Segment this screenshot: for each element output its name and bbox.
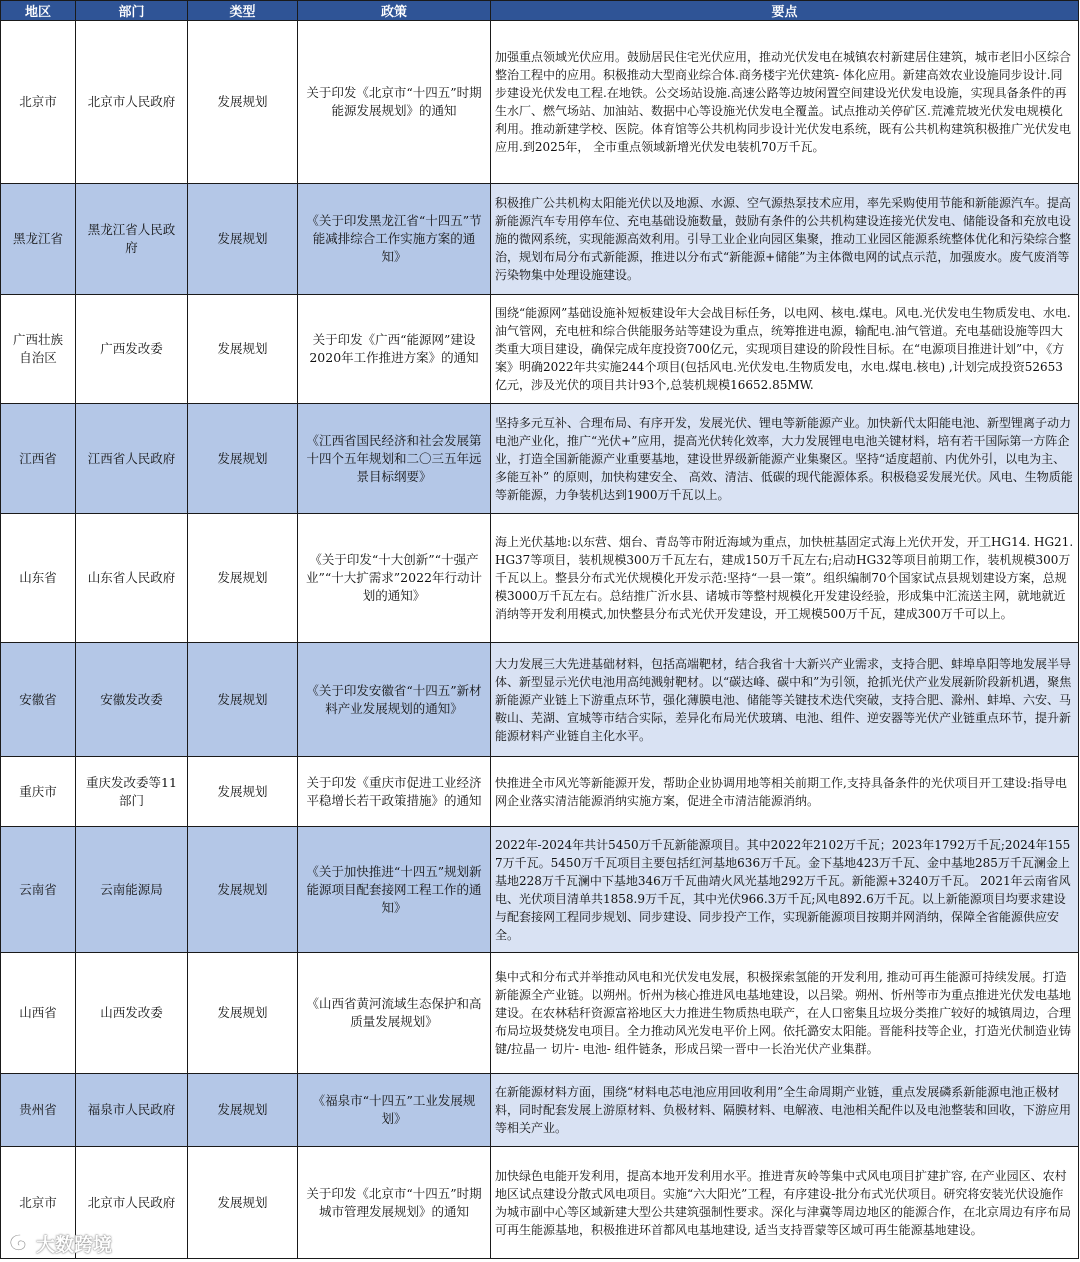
cell-dept: 山西发改委 (76, 953, 188, 1074)
cell-region: 安徽省 (1, 643, 76, 757)
table-row (1, 1074, 1079, 1147)
cell-policy: 关于印发《广西“能源网”建设2020年工作推进方案》的通知 (298, 295, 491, 404)
cell-dept: 山东省人民政府 (76, 514, 188, 643)
table-row (1, 404, 1079, 514)
table-row (1, 184, 1079, 295)
cell-type: 发展规划 (188, 827, 298, 953)
cell-region: 黑龙江省 (1, 184, 76, 295)
cell-points: 在新能源材料方面，围绕“材料电芯电池应用回收利用”全生命周期产业链，重点发展磷系新能源电池正极材料，同时配套发展上游原材料、负极材料、隔膜材料、电解液、电池相关配件以及电池整装和回收，下游应用等相关产业。 (491, 1074, 1079, 1147)
cell-type: 发展规划 (188, 184, 298, 295)
cell-type: 发展规划 (188, 643, 298, 757)
cell-dept: 广西发改委 (76, 295, 188, 404)
watermark (8, 1231, 112, 1255)
watermark-text: 大数跨境 (36, 1233, 113, 1256)
cell-dept: 北京市人民政府 (76, 21, 188, 184)
cell-region: 贵州省 (1, 1074, 76, 1147)
cell-points: 积极推广公共机构太阳能光伏以及地源、水源、空气源热泵技术应用，率先采购使用节能和新能源汽车。提高新能源汽车专用停车位、充电基础设施数量，鼓励有条件的公共机构建设连接光伏发电、储能设备和充放电设施的微网系统，实现能源高效利用。引导工业企业向园区集聚，推动工业园区能源系统整体优化和污染综合整治，规划布局分布式新能源，推进以分布式“新能源+储能”为主体微电网的试点示范，加强废水。废气废消等污染物集中处理设施建设。 (491, 184, 1079, 295)
cell-policy: 关于印发《重庆市促进工业经济平稳增长若干政策措施》的通知 (298, 757, 491, 827)
cell-dept: 重庆发改委等11部门 (76, 757, 188, 827)
cell-policy: 《关于印发安徽省“十四五”新材料产业发展规划的通知》 (298, 643, 491, 757)
header-policy: 政策 (298, 1, 491, 21)
cell-dept: 江西省人民政府 (76, 404, 188, 514)
cell-points: 加快绿色电能开发利用，提高本地开发利用水平。推进青灰岭等集中式风电项目扩建扩容, 在产业园区、农村地区试点建设分散式风电项目。实施“六大阳光”工程，有序建设-批分布式光伏项目。研究将安装光伏设施作为城市副中心等区域新建大型公共建筑强制性要求。深化与津冀等周边地区的能源合作，在北京周边有序布局可再生能源基地，积极推进环首都风电基地建设, 适当支持晋蒙等区域可再生能源基地建设。 (491, 1147, 1079, 1259)
table-row (1, 295, 1079, 404)
cell-dept: 北京市人民政府 (76, 1147, 188, 1259)
header-dept: 部门 (76, 1, 188, 21)
table-row (1, 953, 1079, 1074)
cell-type: 发展规划 (188, 953, 298, 1074)
cell-points: 集中式和分布式并举推动风电和光伏发电发展，积极探索氢能的开发利用, 推动可再生能源可持续发展。打造新能源全产业链。以朔州。忻州为核心推进风电基地建设，以吕梁。朔州、忻州等市为重点推进光伏发电基地建设。在农林秸秆资源富裕地区大力推进生物质热电联产，在人口密集且垃圾分类推广较好的城镇周边，合理布局垃圾焚烧发电项目。全力推动风光发电平价上网。依托潞安太阳能。晋能科技等企业，打造光伏制造业铸键/拉晶一 切片- 电池- 组件链条，形成吕梁一晋中一长治光伏产业集群。 (491, 953, 1079, 1074)
cell-policy: 《福泉市“十四五”工业发展规划》 (298, 1074, 491, 1147)
cell-points: 坚持多元互补、合理布局、有序开发，发展光伏、锂电等新能源产业。加快新代太阳能电池、新型锂离子动力电池产业化，推广“光伏+”应用，提高光伏转化效率，大力发展锂电电池关键材料，培有若干国际第一方阵企业，打造全国新能源产业重要基地，建设世界级新能源产业集聚区。坚持“适度超前、内优外引，以电为主、多能互补” 的原则，加快构建安全、 高效、清洁、低碳的现代能源体系。积极稳妥发展光伏。风电、生物质能等新能源，力争装机达到1900万千瓦以上。 (491, 404, 1079, 514)
cell-points: 大力发展三大先进基础材料，包括高端靶材，结合我省十大新兴产业需求，支持合肥、蚌埠阜阳等地发展半导体、新型显示光伏电池用高纯溅射靶材。以“碳达峰、碳中和”为引领，抢抓光伏产业发展新阶段新机遇，聚焦新能源产业链上下游重点环节，强化薄膜电池、储能等关键技术迭代突破，支持合肥、滁州、蚌埠、六安、马鞍山、芜湖、宣城等市结合实际，差异化布局光伏玻璃、电池、组件、逆安器等光伏产业链重点环节，提升新能源材料产业链自主化水平。 (491, 643, 1079, 757)
cell-points: 围绕“能源网”基础设施补短板建设年大会战目标任务，以电网、核电.煤电。风电.光伏发电生物质发电、水电.油气管网，充电桩和综合供能服务站等建设为重点，统筹推进电源，输配电.油气管道。充电基础设施等四大类重大项目建设，确保完成年度投资700亿元，实现项目建设的阶段性目标。在“电源项目推进计划”中，《方案》明确2022年共实施244个项目(包括风电.光伏发电.生物质发电，水电.煤电.核电) ,计划完成投资52653亿元，涉及光伏的项目共计93个,总装机规模16652.85MW. (491, 295, 1079, 404)
table-row (1, 1147, 1079, 1259)
cell-policy: 《关于印发“十大创新”“十强产业”“十大扩需求”2022年行动计划的通知》 (298, 514, 491, 643)
cell-type: 发展规划 (188, 757, 298, 827)
table-body (1, 21, 1079, 1259)
cell-policy: 关于印发《北京市“十四五”时期能源发展规划》的通知 (298, 21, 491, 184)
cell-points: 加强重点领域光伏应用。鼓励居民住宅光伏应用，推动光伏发电在城镇农村新建居住建筑，城市老旧小区综合整治工程中的应用。积极推动大型商业综合体.商务楼宇光伏建筑- 体化应用。新建高效农业设施同步设计.同步建设光伏发电工程.在地铁。公交场站设施.高速公路等边坡闲置空间建设光伏发电设施，实现具备条件的再生水厂、燃气场站、加油站、数据中心等设施光伏发电全覆盖。试点推动关停矿区.荒滩荒坡光伏发电规模化利用。推动新建学校、医院。体育馆等公共机构同步设计光伏发电系统，既有公共机构建筑积极推广光伏发电应用.到2025年， 全市重点领域新增光伏发电装机70万千瓦。 (491, 21, 1079, 184)
cell-region: 广西壮族自治区 (1, 295, 76, 404)
cell-region: 江西省 (1, 404, 76, 514)
cell-region: 重庆市 (1, 757, 76, 827)
header-region: 地区 (1, 1, 76, 21)
cell-points: 2022年-2024年共计5450万千瓦新能源项目。其中2022年2102万千瓦；2023年1792万千瓦;2024年1557万千瓦。5450万千瓦项目主要包括红河基地636万千瓦。金下基地423万千瓦、金中基地285万千瓦澜金上基地228万千瓦澜中下基地346万千瓦曲靖火风光基地292万千瓦。新能源+3240万千瓦。 2021年云南省风电、光伏项目清单共1858.9万千瓦，其中光伏966.3万千瓦;风电892.6万千瓦。以上新能源项目均要求建设与配套接网工程同步规划、同步建设、同步投产工作，实现新能源项目按期并网消纳，保障全省能源供应安全。 (491, 827, 1079, 953)
cell-type: 发展规划 (188, 21, 298, 184)
cell-type: 发展规划 (188, 295, 298, 404)
table-header (1, 1, 1079, 21)
cell-dept: 福泉市人民政府 (76, 1074, 188, 1147)
cell-region: 北京市 (1, 21, 76, 184)
cell-type: 发展规划 (188, 404, 298, 514)
cell-policy: 《关于印发黑龙江省“十四五”节能减排综合工作实施方案的通知》 (298, 184, 491, 295)
header-points: 要点 (491, 1, 1079, 21)
cell-policy: 《江西省国民经济和社会发展第十四个五年规划和二〇三五年远景目标纲要》 (298, 404, 491, 514)
cell-dept: 安徽发改委 (76, 643, 188, 757)
table-row (1, 757, 1079, 827)
table-row (1, 643, 1079, 757)
table-row (1, 827, 1079, 953)
table-row (1, 514, 1079, 643)
cell-policy: 关于印发《北京市“十四五”时期城市管理发展规划》的通知 (298, 1147, 491, 1259)
cell-region: 山东省 (1, 514, 76, 643)
cell-dept: 云南能源局 (76, 827, 188, 953)
cell-dept: 黑龙江省人民政府 (76, 184, 188, 295)
cell-region: 云南省 (1, 827, 76, 953)
header-type: 类型 (188, 1, 298, 21)
cell-points: 海上光伏基地:以东营、烟台、青岛等市附近海域为重点，加快桩基固定式海上光伏开发，开工HG14. HG21. HG37等项目，装机规模300万千瓦左右，建成150万千瓦左右;启动HG32等项目前期工作，装机规模300万千瓦以上。整县分布式光伏规模化开发示范:坚持“一县一策”。组织编制70个国家试点县规划建设方案，总规模3000万千瓦左右。总结推广沂水县、诸城市等整村规模化开发建设经验，形成集中汇流送主网，就地就近消纳等开发利用模式,加快整县分布式光伏开发建设，开工规模500万千瓦，建成300万千可以上。 (491, 514, 1079, 643)
cell-type: 发展规划 (188, 1147, 298, 1259)
table-row (1, 21, 1079, 184)
cell-policy: 《山西省黄河流域生态保护和高质量发展规划》 (298, 953, 491, 1074)
cell-region: 北京市 (1, 1147, 76, 1259)
cell-type: 发展规划 (188, 514, 298, 643)
cell-region: 山西省 (1, 953, 76, 1074)
brand-swirl-icon (8, 1232, 32, 1254)
cell-policy: 《关于加快推进“十四五”规划新能源项目配套接网工程工作的通知》 (298, 827, 491, 953)
cell-points: 快推进全市风光等新能源开发，帮助企业协调用地等相关前期工作,支持具备条件的光伏项目开工建设:指导电网企业落实清洁能源消纳实施方案，促进全市清洁能源消纳。 (491, 757, 1079, 827)
cell-type: 发展规划 (188, 1074, 298, 1147)
